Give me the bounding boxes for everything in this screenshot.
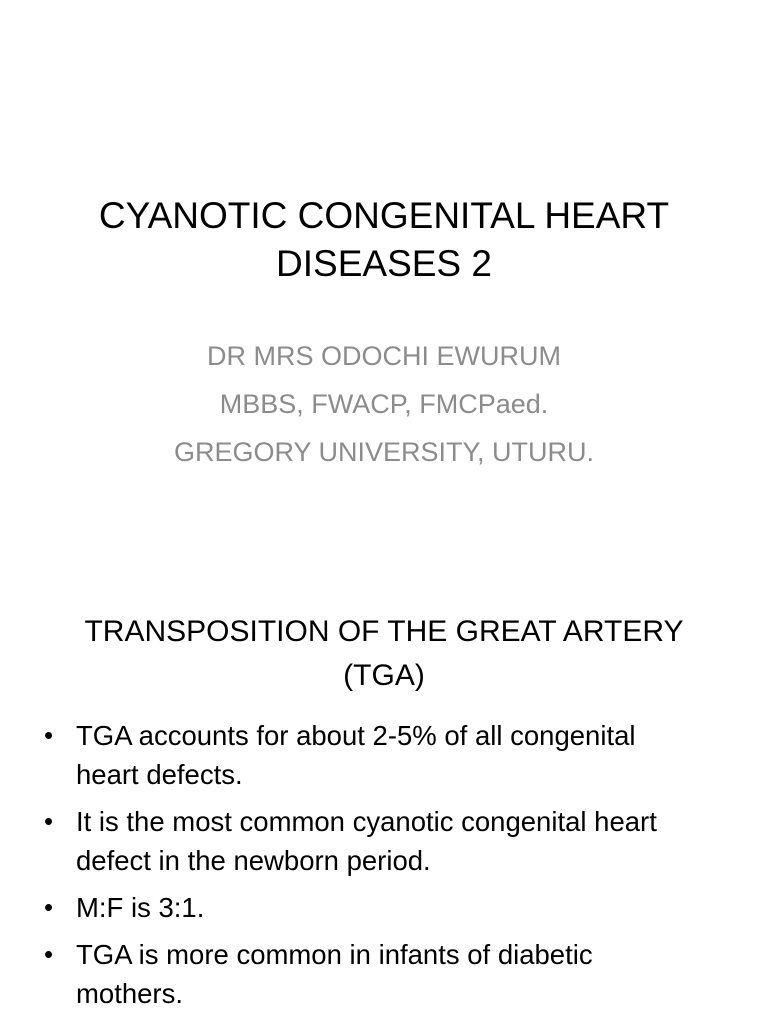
bullet-icon: • bbox=[44, 806, 54, 836]
bullet-item bbox=[40, 716, 700, 794]
bullet-icon: • bbox=[44, 892, 54, 922]
bullet-text: It is the most common cyanotic congenital heart defect in the newborn period. bbox=[76, 806, 657, 876]
presenter-name: DR MRS ODOCHI EWURUM bbox=[207, 341, 561, 371]
slide-heading-line-1: TRANSPOSITION OF THE GREAT ARTERY bbox=[84, 615, 684, 648]
bullet-list bbox=[40, 716, 700, 1021]
content-slide bbox=[0, 576, 768, 1024]
presenter-qualifications: MBBS, FWACP, FMCPaed. bbox=[219, 389, 549, 419]
slide-heading bbox=[40, 610, 728, 698]
bullet-text: M:F is 3:1. bbox=[76, 892, 205, 923]
bullet-item bbox=[40, 802, 700, 880]
presentation-title bbox=[40, 192, 728, 288]
title-line-2: DISEASES 2 bbox=[276, 243, 492, 284]
bullet-text: TGA accounts for about 2-5% of all congenital heart defects. bbox=[76, 720, 636, 790]
bullet-text: TGA is more common in infants of diabetic mothers. bbox=[76, 939, 593, 1009]
presenter-info bbox=[40, 332, 728, 476]
slide-heading-line-2: (TGA) bbox=[343, 659, 425, 692]
presenter-institution: GREGORY UNIVERSITY, UTURU. bbox=[173, 437, 595, 467]
bullet-item bbox=[40, 888, 700, 927]
bullet-icon: • bbox=[44, 939, 54, 969]
bullet-item bbox=[40, 935, 700, 1013]
bullet-icon: • bbox=[44, 720, 54, 750]
title-line-1: CYANOTIC CONGENITAL HEART bbox=[98, 195, 670, 236]
